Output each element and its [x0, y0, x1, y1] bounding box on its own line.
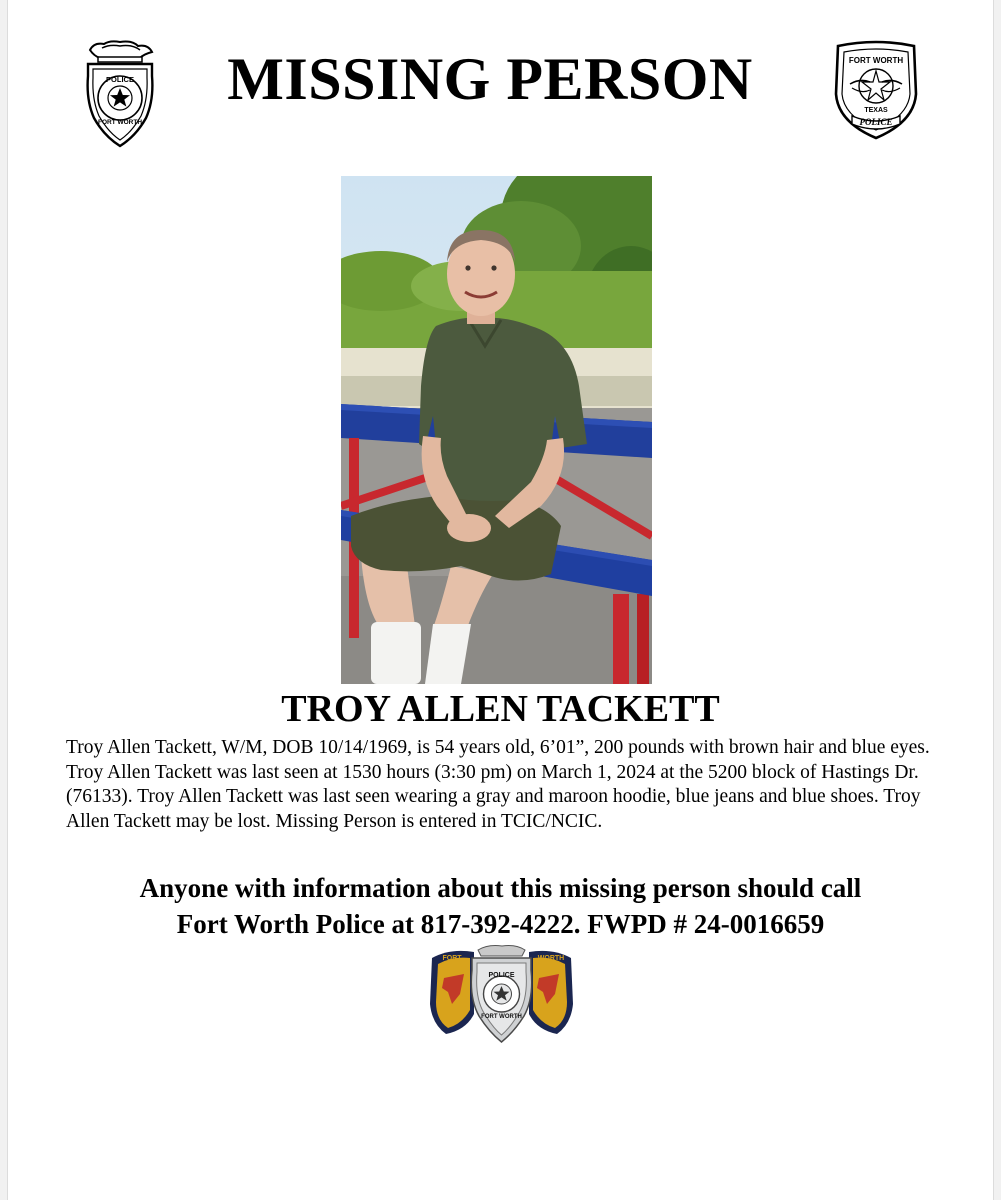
person-description: Troy Allen Tackett, W/M, DOB 10/14/1969, is 54 years old, 6’01”, 200 pounds with brown hair and blue eyes. Troy Allen Tackett was last seen at 1530 hours (3:30 pm) on March 1, 2024 at the 5200 block of Hastings Dr. (76133). Troy Allen Tackett was last seen wearing a gray and maroon hoodie, blue jeans and blue shoes. Troy Allen Tackett may be lost. Missing Person is entered in TCIC/NCIC.	[66, 737, 930, 832]
texas-police-shield-icon	[830, 38, 922, 142]
patch-badge-bottom: FORT WORTH	[481, 1014, 522, 1020]
page-title: MISSING PERSON	[227, 46, 753, 112]
page-edge-left	[0, 0, 8, 1200]
right-badge-text-mid: TEXAS	[864, 107, 888, 114]
callout-line-1: Anyone with information about this missing person should call	[139, 873, 862, 903]
contact-callout	[40, 870, 961, 942]
fort-worth-police-patch-icon	[430, 944, 573, 1044]
left-badge-text-top: POLICE	[106, 75, 134, 84]
patch-badge-top: POLICE	[488, 972, 515, 979]
police-badge-icon	[80, 38, 160, 150]
right-badge-text-bottom: POLICE	[859, 117, 893, 127]
patch-left-text: FORT	[442, 955, 462, 962]
patch-right-text: WORTH	[537, 955, 565, 962]
left-badge-text-bottom: FORT WORTH	[97, 119, 143, 126]
right-badge-text-top: FORT WORTH	[848, 56, 904, 65]
missing-person-photo	[341, 176, 652, 684]
page-edge-right	[993, 0, 1001, 1200]
callout-line-2: Fort Worth Police at 817-392-4222. FWPD # 24-0016659	[176, 909, 825, 939]
person-name: TROY ALLEN TACKETT	[281, 688, 720, 730]
